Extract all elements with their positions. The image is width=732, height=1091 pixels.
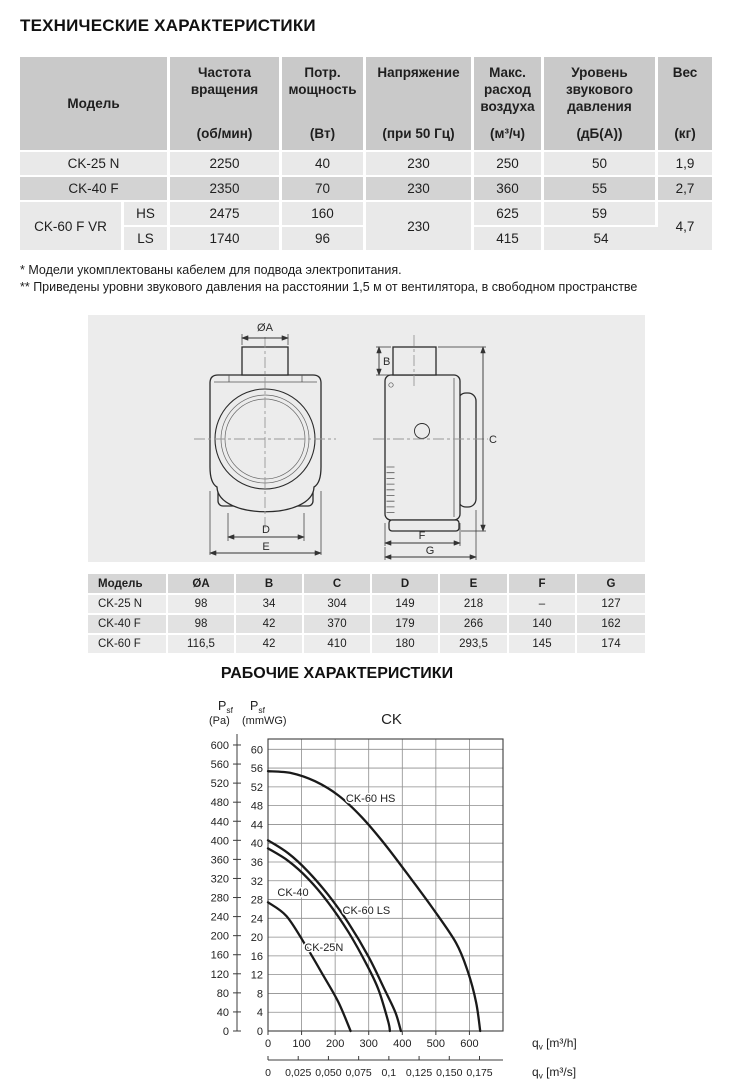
performance-title: РАБОЧИЕ ХАРАКТЕРИСТИКИ bbox=[220, 665, 454, 682]
dim-label-g: G bbox=[425, 545, 435, 557]
mmwg-tick-label: 12 bbox=[250, 969, 263, 982]
pa-tick-label: 520 bbox=[210, 778, 229, 791]
mmwg-tick-label: 4 bbox=[256, 1007, 263, 1020]
pa-tick-label: 400 bbox=[210, 835, 229, 848]
fan-dimension-drawing bbox=[88, 315, 645, 562]
dimensions-table bbox=[88, 574, 645, 655]
mmwg-tick-label: 28 bbox=[250, 894, 263, 907]
m3h-tick-label: 100 bbox=[292, 1038, 311, 1050]
m3h-tick-label: 400 bbox=[393, 1038, 412, 1050]
dim-label-c: C bbox=[489, 434, 497, 446]
col-header-voltage: Напряжение (при 50 Гц) bbox=[366, 57, 474, 152]
m3h-tick-label: 500 bbox=[426, 1038, 446, 1050]
dim-label-oa: ØA bbox=[257, 322, 273, 334]
pa-tick-label: 480 bbox=[210, 797, 229, 810]
dims-row-ck40f: CK-40 F 98 42 370 179 266 140 162 bbox=[88, 615, 645, 635]
m3h-tick-label: 200 bbox=[325, 1038, 345, 1050]
pa-tick-label: 0 bbox=[222, 1026, 229, 1038]
m3s-tick-label: 0,175 bbox=[466, 1067, 493, 1079]
col-header-power: Потр. мощность (Вт) bbox=[282, 57, 366, 152]
mmwg-tick-label: 60 bbox=[250, 744, 263, 757]
pa-axis-label: $P_{sf}$ bbox=[218, 699, 233, 715]
mmwg-tick-label: 0 bbox=[256, 1026, 263, 1038]
tech-specs-table bbox=[20, 57, 712, 252]
pa-tick-label: 80 bbox=[216, 987, 229, 1000]
chart-title: CK bbox=[381, 711, 402, 728]
table-row-ck25n: CK-25 N 2250 40 230 250 50 1,9 bbox=[20, 152, 712, 177]
m3s-tick-label: 0,125 bbox=[405, 1067, 433, 1079]
table-row-ck40f: CK-40 F 2350 70 230 360 55 2,7 bbox=[20, 177, 712, 202]
curve-label-ck-25n: CK-25N bbox=[304, 941, 344, 954]
mmwg-tick-label: 44 bbox=[250, 819, 263, 832]
pa-tick-label: 360 bbox=[210, 854, 229, 867]
dims-header-row: Модель ØA B C D E F G bbox=[88, 574, 645, 595]
mmwg-axis-unit: (mmWG) bbox=[242, 715, 287, 727]
curve-label-ck-60-hs: CK-60 HS bbox=[345, 793, 396, 806]
dims-row-ck25n: CK-25 N 98 34 304 149 218 – 127 bbox=[88, 595, 645, 615]
dim-label-f: F bbox=[418, 530, 426, 542]
curve-label-ck-60-ls: CK-60 LS bbox=[342, 905, 391, 918]
speed-cell-hs: HS bbox=[124, 202, 170, 227]
front-view bbox=[210, 347, 321, 512]
mmwg-tick-label: 48 bbox=[250, 800, 263, 813]
col-header-flow: Макс. расход воздуха (м³/ч) bbox=[474, 57, 544, 152]
dim-label-e: E bbox=[262, 541, 270, 553]
plot-border bbox=[268, 739, 503, 1031]
dims-row-ck60f: CK-60 F 116,5 42 410 180 293,5 145 174 bbox=[88, 635, 645, 655]
pa-axis-unit: (Pa) bbox=[209, 715, 230, 727]
pa-tick-label: 240 bbox=[210, 911, 229, 924]
pa-tick-label: 560 bbox=[210, 759, 229, 772]
performance-chart bbox=[192, 694, 662, 1090]
side-scroll-bulge bbox=[458, 393, 476, 507]
pa-tick-label: 200 bbox=[210, 930, 229, 943]
dim-label-b: B bbox=[383, 356, 391, 368]
m3h-tick-label: 300 bbox=[359, 1038, 378, 1050]
mmwg-tick-label: 56 bbox=[250, 763, 263, 776]
curve-ck-25n bbox=[268, 902, 351, 1031]
pa-tick-label: 280 bbox=[210, 892, 229, 905]
mmwg-tick-label: 24 bbox=[250, 913, 263, 926]
m3h-tick-label: 600 bbox=[460, 1038, 479, 1050]
m3s-tick-label: 0,050 bbox=[315, 1067, 342, 1079]
side-body bbox=[385, 375, 460, 520]
pa-tick-label: 440 bbox=[210, 816, 229, 829]
m3s-tick-label: 0 bbox=[265, 1067, 271, 1079]
table-row-ck60fvr-ls: LS 1740 96 415 54 bbox=[20, 227, 712, 252]
curve-ck-40 bbox=[268, 848, 390, 1031]
mmwg-tick-label: 40 bbox=[250, 838, 263, 851]
col-header-model: Модель bbox=[20, 57, 170, 152]
col-header-noise: Уровень звукового давления (дБ(А)) bbox=[544, 57, 658, 152]
curve-ck-60-hs bbox=[268, 771, 480, 1031]
fan-curves-chart bbox=[192, 694, 662, 1090]
mmwg-axis-label: $P_{sf}$ bbox=[250, 699, 265, 715]
curve-label-ck-40: CK-40 bbox=[277, 887, 309, 900]
pa-tick-label: 160 bbox=[210, 949, 229, 962]
footnote-2: ** Приведены уровни звукового давления на расстоянии 1,5 м от вентилятора, в свободном пространстве bbox=[20, 280, 638, 294]
m3s-tick-label: 0,075 bbox=[345, 1067, 372, 1079]
mmwg-tick-label: 52 bbox=[250, 781, 263, 794]
mmwg-tick-label: 32 bbox=[250, 875, 263, 888]
footnote-1: * Модели укомплектованы кабелем для подвода электропитания. bbox=[20, 263, 402, 277]
header-row bbox=[20, 57, 712, 152]
table-row-ck60fvr-hs: CK-60 F VR HS 2475 160 230 625 59 4,7 bbox=[20, 202, 712, 227]
pa-tick-label: 120 bbox=[210, 968, 229, 981]
pa-tick-label: 320 bbox=[210, 873, 229, 886]
m3s-tick-label: 0,025 bbox=[285, 1067, 312, 1079]
page-title: ТЕХНИЧЕСКИЕ ХАРАКТЕРИСТИКИ bbox=[20, 16, 316, 35]
mmwg-tick-label: 20 bbox=[250, 932, 263, 945]
dimensional-drawing-panel bbox=[88, 315, 645, 562]
front-body-outline bbox=[210, 375, 321, 512]
side-duct-spigot bbox=[393, 347, 436, 375]
curve-ck-60-ls bbox=[268, 840, 401, 1031]
mmwg-tick-label: 36 bbox=[250, 856, 263, 869]
mmwg-tick-label: 8 bbox=[256, 988, 263, 1001]
speed-cell-ls: LS bbox=[124, 227, 170, 252]
mmwg-tick-label: 16 bbox=[250, 950, 263, 963]
m3s-tick-label: 0,150 bbox=[436, 1067, 463, 1079]
m3s-axis-unit: $q_v$ [m³/s] bbox=[532, 1065, 577, 1081]
pa-tick-label: 40 bbox=[216, 1006, 229, 1019]
pa-tick-label: 600 bbox=[210, 739, 229, 752]
dim-label-d: D bbox=[262, 524, 270, 536]
col-header-weight: Вес (кг) bbox=[658, 57, 712, 152]
m3h-axis-unit: $q_v$ [m³/h] bbox=[532, 1036, 577, 1052]
footnotes bbox=[20, 262, 637, 296]
col-header-rpm: Частота вращения (об/мин) bbox=[170, 57, 282, 152]
m3h-tick-label: 0 bbox=[264, 1038, 272, 1050]
m3s-tick-label: 0,1 bbox=[381, 1067, 397, 1079]
